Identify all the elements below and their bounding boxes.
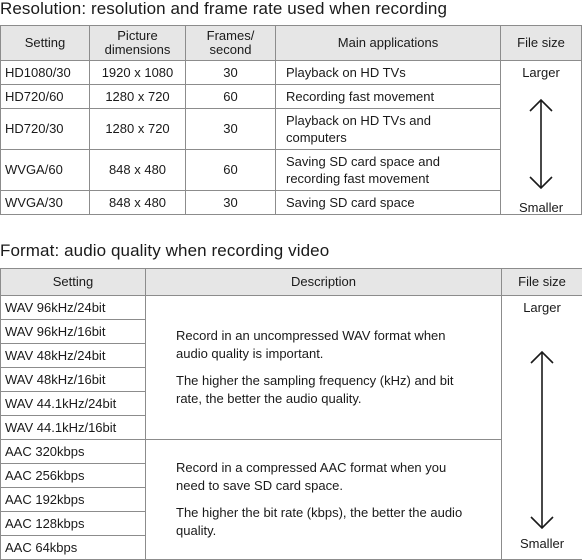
fps-cell: 30 xyxy=(186,61,276,85)
resolution-table xyxy=(0,25,582,215)
setting-cell: WAV 96kHz/16bit xyxy=(1,320,146,344)
dimensions-cell: 848 x 480 xyxy=(90,191,186,215)
setting-cell: AAC 64kbps xyxy=(1,536,146,560)
setting-cell: AAC 256kbps xyxy=(1,464,146,488)
header-description: Description xyxy=(146,269,502,296)
application-cell: Playback on HD TVs xyxy=(276,61,501,85)
fps-cell: 30 xyxy=(186,191,276,215)
application-cell: Recording fast movement xyxy=(276,85,501,109)
header-file-size: File size xyxy=(501,26,582,61)
setting-cell: WAV 48kHz/16bit xyxy=(1,368,146,392)
format-header-row xyxy=(1,269,582,296)
file-size-larger-label: Larger xyxy=(501,65,581,81)
table-row xyxy=(1,109,582,150)
file-size-smaller-label: Smaller xyxy=(502,536,582,552)
table-row xyxy=(1,191,582,215)
wav-description-line-2: The higher the sampling frequency (kHz) and bit rate, the better the audio quality. xyxy=(176,372,471,408)
double-headed-vertical-arrow-icon xyxy=(528,98,554,190)
header-setting: Setting xyxy=(1,26,90,61)
dimensions-cell: 1280 x 720 xyxy=(90,109,186,150)
table-row xyxy=(1,150,582,191)
table-row xyxy=(1,85,582,109)
resolution-section-title: Resolution: resolution and frame rate used when recording xyxy=(0,0,447,19)
double-headed-vertical-arrow-icon xyxy=(529,350,555,530)
setting-cell: WAV 44.1kHz/16bit xyxy=(1,416,146,440)
setting-cell: HD1080/30 xyxy=(1,61,90,85)
setting-cell: HD720/60 xyxy=(1,85,90,109)
setting-cell: WVGA/60 xyxy=(1,150,90,191)
fps-cell: 60 xyxy=(186,85,276,109)
application-cell: Saving SD card space xyxy=(276,191,501,215)
setting-cell: WAV 48kHz/24bit xyxy=(1,344,146,368)
dimensions-cell: 1280 x 720 xyxy=(90,85,186,109)
aac-description-cell xyxy=(146,440,502,560)
application-cell: Playback on HD TVs and computers xyxy=(276,109,501,150)
setting-cell: HD720/30 xyxy=(1,109,90,150)
setting-cell: AAC 128kbps xyxy=(1,512,146,536)
fps-cell: 60 xyxy=(186,150,276,191)
aac-description-line-2: The higher the bit rate (kbps), the better the audio quality. xyxy=(176,504,471,540)
fps-cell: 30 xyxy=(186,109,276,150)
dimensions-cell: 848 x 480 xyxy=(90,150,186,191)
resolution-header-row xyxy=(1,26,582,61)
aac-description-line-1: Record in a compressed AAC format when you need to save SD card space. xyxy=(176,459,471,495)
setting-cell: WAV 96kHz/24bit xyxy=(1,296,146,320)
table-row xyxy=(1,296,582,320)
header-main-applications: Main applications xyxy=(276,26,501,61)
dimensions-cell: 1920 x 1080 xyxy=(90,61,186,85)
wav-description-line-1: Record in an uncompressed WAV format when audio quality is important. xyxy=(176,327,471,363)
format-table xyxy=(0,268,582,560)
setting-cell: WAV 44.1kHz/24bit xyxy=(1,392,146,416)
header-frames-per-second: Frames/ second xyxy=(186,26,276,61)
file-size-larger-label: Larger xyxy=(502,300,582,316)
format-section-title: Format: audio quality when recording video xyxy=(0,241,329,261)
setting-cell: AAC 192kbps xyxy=(1,488,146,512)
wav-description-cell xyxy=(146,296,502,440)
setting-cell: AAC 320kbps xyxy=(1,440,146,464)
header-setting: Setting xyxy=(1,269,146,296)
table-row xyxy=(1,440,582,464)
header-picture-dimensions: Picture dimensions xyxy=(90,26,186,61)
file-size-scale xyxy=(502,296,582,560)
application-cell: Saving SD card space and recording fast movement xyxy=(276,150,501,191)
setting-cell: WVGA/30 xyxy=(1,191,90,215)
header-file-size: File size xyxy=(502,269,582,296)
file-size-scale xyxy=(501,61,582,215)
file-size-smaller-label: Smaller xyxy=(501,200,581,216)
table-row xyxy=(1,61,582,85)
